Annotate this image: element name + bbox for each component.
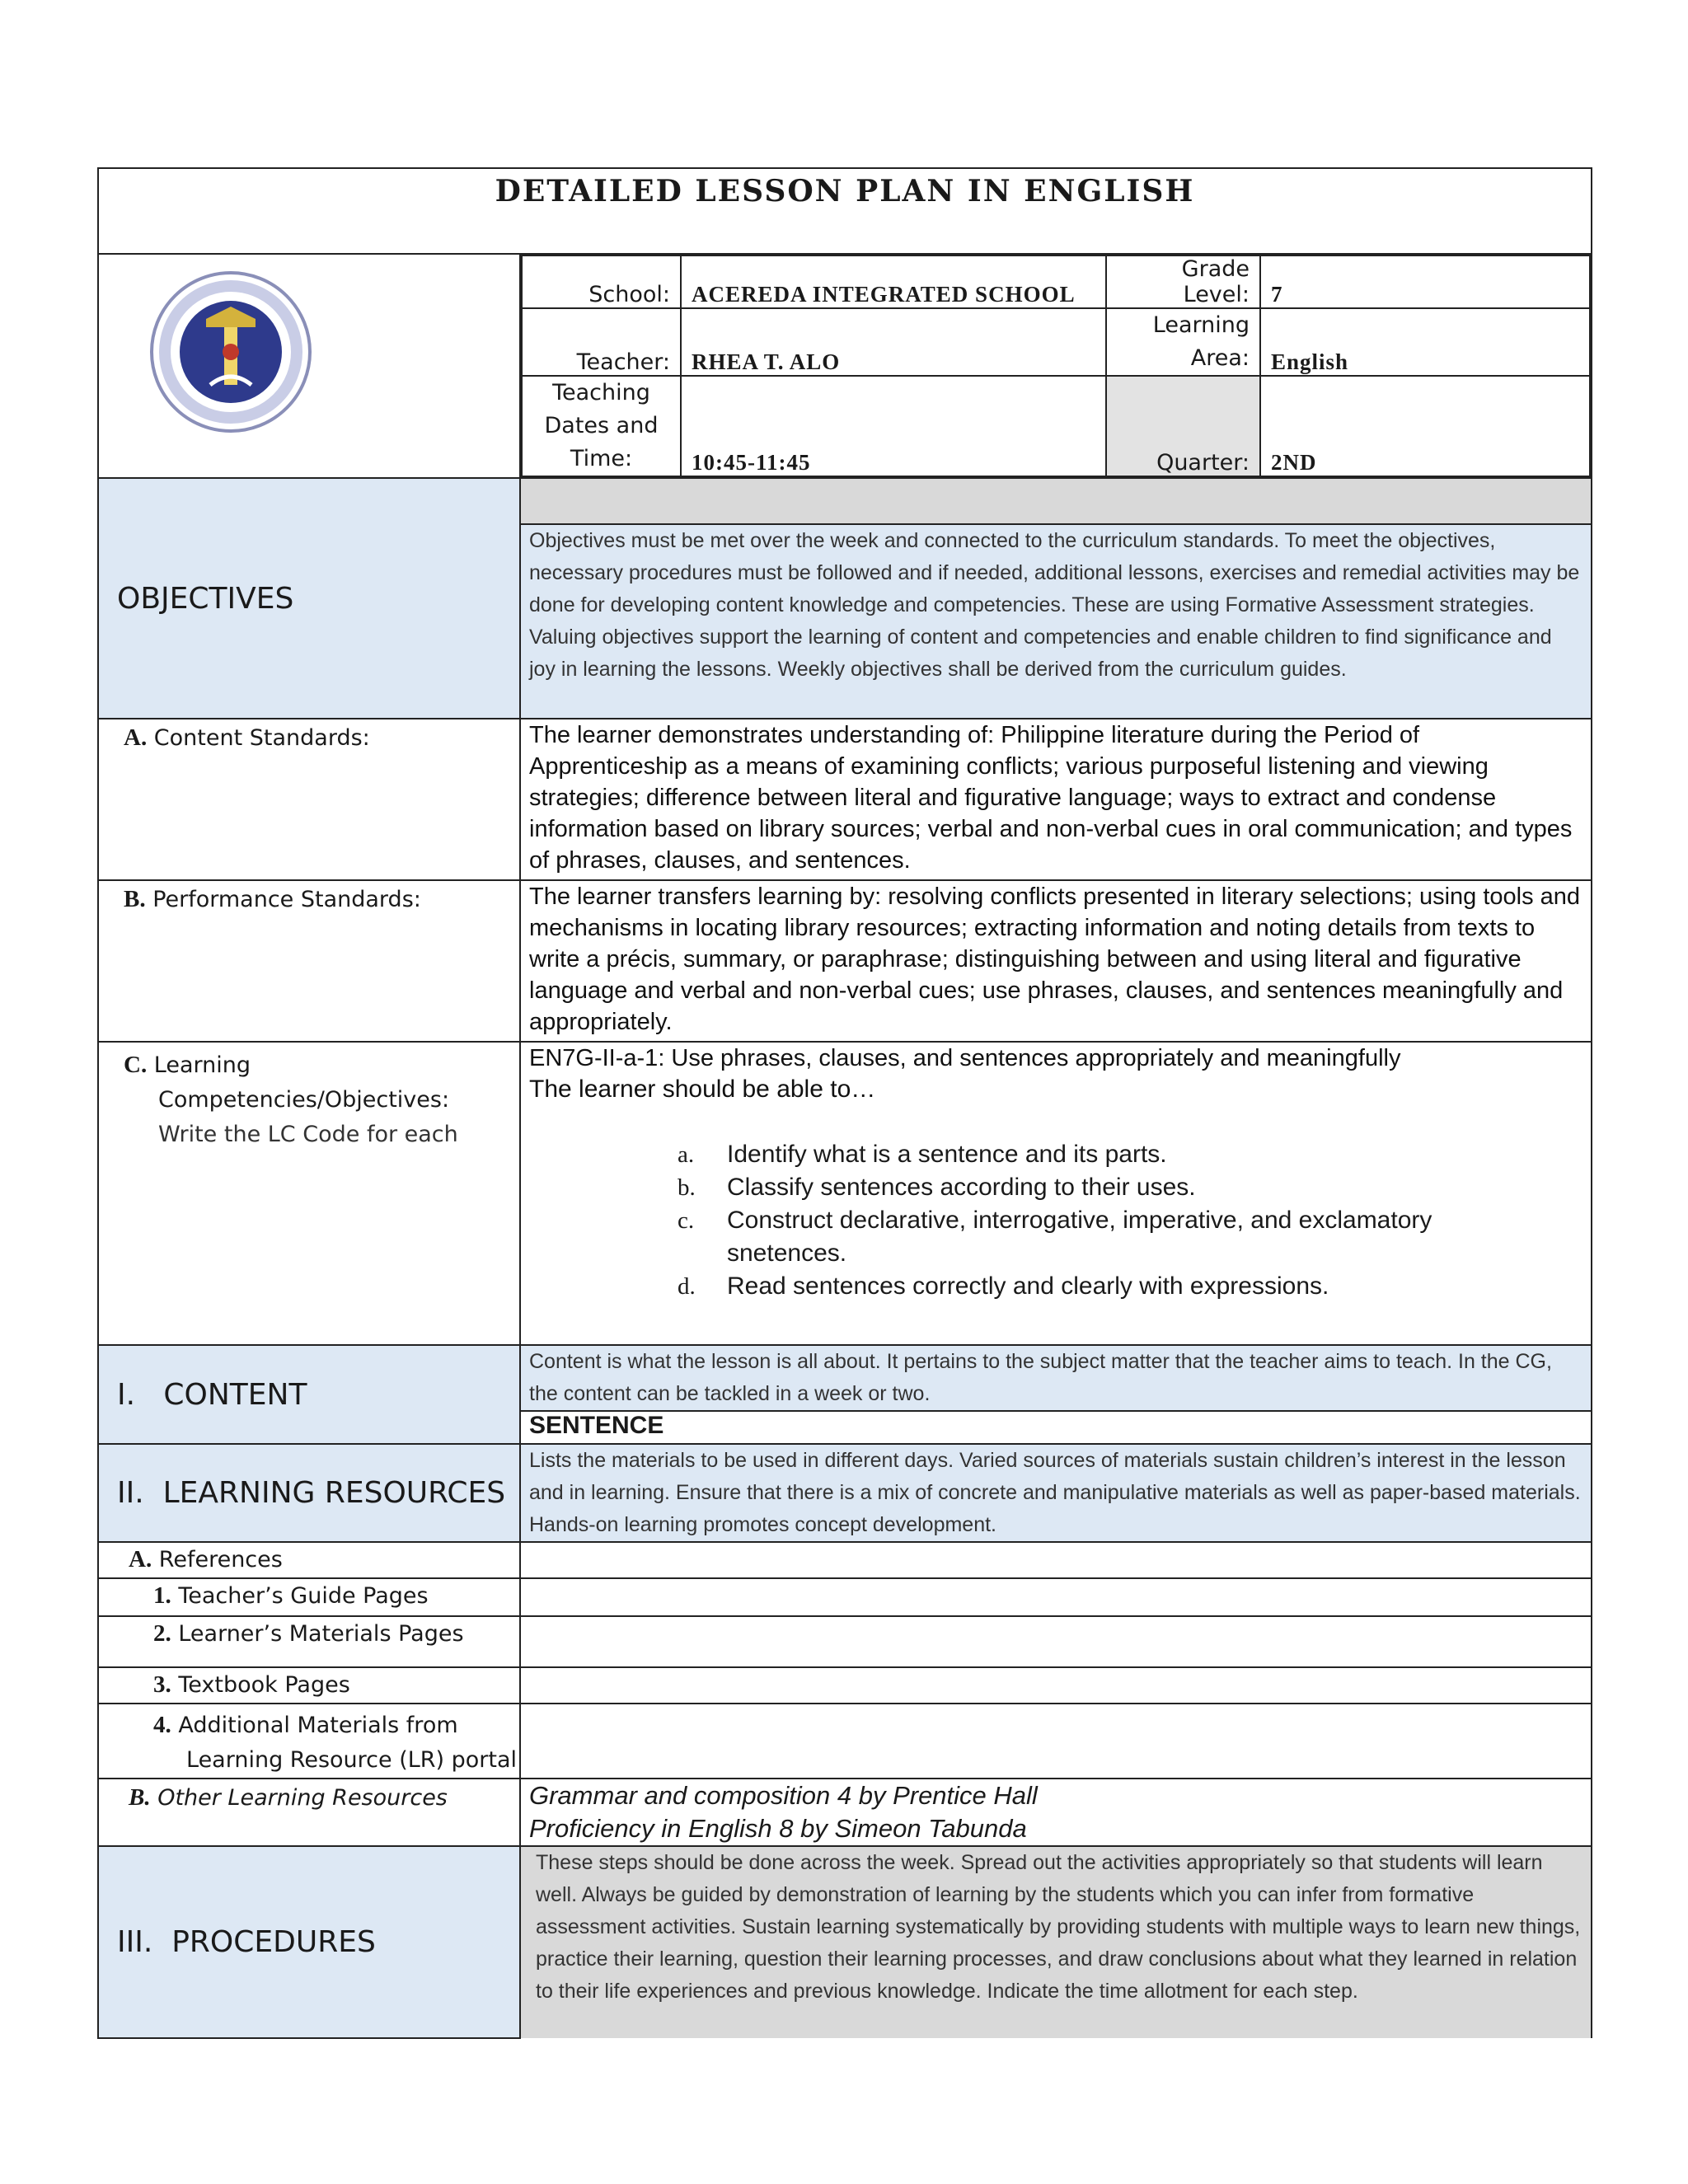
objective-item: [678, 1138, 1582, 1171]
other-resources-cell: [520, 1779, 1592, 1846]
area-label: [1106, 308, 1260, 376]
teacher-label: Teacher:: [522, 308, 681, 376]
grade-label: Grade Level:: [1106, 255, 1260, 308]
competencies-label-line1: Learning: [153, 1052, 251, 1078]
learners-materials-text: Learner’s Materials Pages: [178, 1621, 464, 1647]
dates-label-line3: Time:: [570, 446, 633, 471]
page-title: DETAILED LESSON PLAN IN ENGLISH: [98, 168, 1592, 254]
objective-item: [678, 1270, 1582, 1303]
dates-value: 10:45-11:45: [681, 376, 1106, 476]
objective-mark: d.: [678, 1273, 696, 1300]
textbook-num: 3.: [153, 1671, 171, 1698]
objective-mark: b.: [678, 1174, 696, 1201]
content-num: I.: [117, 1377, 136, 1412]
teachers-guide-label: [98, 1578, 520, 1616]
resources-heading: LEARNING RESOURCES: [162, 1476, 506, 1510]
area-label-line1: Learning: [1152, 312, 1250, 338]
school-value: ACEREDA INTEGRATED SCHOOL: [681, 255, 1106, 308]
competency-intro: The learner should be able to…: [529, 1076, 876, 1103]
competencies-label-line3: Write the LC Code for each: [158, 1122, 458, 1147]
other-resource-line1: Grammar and composition 4 by Prentice Hall: [529, 1781, 1038, 1810]
other-resources-text: Other Learning Resources: [157, 1785, 448, 1811]
content-note: Content is what the lesson is all about. It pertains to the subject matter that the teacher aims to teach. In the CG, the content can be tackled in a week or two.: [520, 1345, 1592, 1411]
area-label-line2: Area:: [1190, 345, 1250, 371]
resources-num: II.: [117, 1476, 144, 1510]
info-cell: [520, 254, 1592, 478]
objectives-note: Objectives must be met over the week and connected to the curriculum standards. To meet the objectives, necessary procedures must be followed and if needed, additional lessons, exercises and remedial activities may be done for developing content knowledge and competencies. These are using Formative Assessment strategies. Valuing objectives support the learning of content and competencies and enable children to find significance and joy in learning the lessons. Weekly objectives shall be derived from the curriculum guides.: [520, 524, 1592, 719]
competencies-label-line2: Competencies/Objectives:: [158, 1087, 450, 1113]
references-value: [520, 1542, 1592, 1578]
lesson-plan-table: [97, 167, 1592, 2039]
quarter-value: 2ND: [1260, 376, 1590, 476]
teachers-guide-text: Teacher’s Guide Pages: [178, 1583, 429, 1609]
logo-cell: [98, 254, 520, 478]
objective-text: Classify sentences according to their uses.: [727, 1174, 1196, 1201]
school-label: School:: [522, 255, 681, 308]
competencies-letter: C.: [124, 1052, 148, 1078]
additional-materials-line2: Learning Resource (LR) portal: [186, 1747, 518, 1773]
competencies-cell: [520, 1042, 1592, 1345]
lesson-plan-sheet: [97, 167, 1591, 2039]
grade-value: 7: [1260, 255, 1590, 308]
objective-list: [678, 1138, 1582, 1303]
dates-label: [522, 376, 681, 476]
objectives-heading: OBJECTIVES: [98, 478, 520, 719]
objective-item: [678, 1171, 1582, 1204]
content-heading-cell: [98, 1345, 520, 1444]
teachers-guide-num: 1.: [153, 1582, 171, 1609]
additional-materials-line1: Additional Materials from: [178, 1713, 458, 1738]
content-standards-label: [98, 719, 520, 880]
additional-materials-num: 4.: [153, 1712, 171, 1738]
teacher-value: RHEA T. ALO: [681, 308, 1106, 376]
learners-materials-num: 2.: [153, 1620, 171, 1647]
procedures-heading-cell: [98, 1846, 520, 2038]
objective-text: Read sentences correctly and clearly with expressions.: [727, 1272, 1329, 1300]
textbook-value: [520, 1667, 1592, 1704]
other-resources-letter: B.: [129, 1784, 151, 1811]
content-standards-text: The learner demonstrates understanding of: Philippine literature during the Period of Apprenticeship as a means of examining conflicts; various purposeful listening and viewing strategies; difference between literal and figurative language; ways to extract and condense information based on library sources; verbal and non-verbal cues in oral communication; and types of phrases, clauses, and sentences.: [520, 719, 1592, 880]
content-heading: CONTENT: [163, 1377, 307, 1412]
objective-text: Construct declarative, interrogative, imperative, and exclamatory snetences.: [727, 1207, 1432, 1267]
learners-materials-value: [520, 1616, 1592, 1667]
info-table: [521, 255, 1591, 477]
references-label: [98, 1542, 520, 1578]
content-standards-text-label: Content Standards:: [153, 725, 370, 751]
objective-mark: a.: [678, 1141, 695, 1168]
objectives-grey-band: [520, 478, 1592, 524]
content-value: SENTENCE: [520, 1411, 1592, 1444]
teachers-guide-value: [520, 1578, 1592, 1616]
procedures-heading: PROCEDURES: [171, 1925, 376, 1959]
performance-standards-letter: B.: [124, 886, 146, 912]
references-letter: A.: [129, 1546, 152, 1572]
dates-label-line1: Teaching: [552, 380, 650, 405]
resources-heading-cell: [98, 1444, 520, 1542]
other-resources-label: [98, 1779, 520, 1846]
textbook-label: [98, 1667, 520, 1704]
other-resource-line2: Proficiency in English 8 by Simeon Tabunda: [529, 1814, 1027, 1843]
competencies-label: [98, 1042, 520, 1345]
performance-standards-label: [98, 880, 520, 1042]
additional-materials-label: [98, 1704, 520, 1779]
objective-text: Identify what is a sentence and its parts.: [727, 1141, 1167, 1168]
textbook-text: Textbook Pages: [178, 1672, 350, 1698]
competency-code: EN7G-II-a-1: Use phrases, clauses, and sentences appropriately and meaningfully: [529, 1045, 1401, 1071]
references-text: References: [158, 1547, 283, 1572]
deped-seal-icon: [148, 269, 313, 434]
performance-standards-text: The learner transfers learning by: resolving conflicts presented in literary selections; using tools and mechanisms in locating library resources; extracting information and noting details from texts to write a précis, summary, or paraphrase; distinguishing between and using literal and figurative language and verbal and non-verbal cues; use phrases, clauses, and sentences meaningfully and appropriately.: [520, 880, 1592, 1042]
objective-item: [678, 1204, 1582, 1270]
quarter-label: Quarter:: [1106, 376, 1260, 476]
objective-mark: c.: [678, 1207, 695, 1234]
procedures-num: III.: [117, 1925, 153, 1959]
content-standards-letter: A.: [124, 724, 148, 751]
procedures-note: These steps should be done across the week. Spread out the activities appropriately so that students will learn well. Always be guided by demonstration of learning by the students which you can infer from formative assessment activities. Sustain learning systematically by providing students with multiple ways to learn new things, practice their learning, question their learning processes, and draw conclusions about what they learned in relation to their life experiences and previous knowledge. Indicate the time allotment for each step.: [520, 1846, 1592, 2038]
resources-note: Lists the materials to be used in different days. Varied sources of materials sustain children’s interest in the lesson and in learning. Ensure that there is a mix of concrete and manipulative materials as well as paper-based materials. Hands-on learning promotes concept development.: [520, 1444, 1592, 1542]
dates-label-line2: Dates and: [544, 413, 659, 438]
learners-materials-label: [98, 1616, 520, 1667]
additional-materials-value: [520, 1704, 1592, 1779]
area-value: English: [1260, 308, 1590, 376]
performance-standards-text-label: Performance Standards:: [152, 887, 421, 912]
